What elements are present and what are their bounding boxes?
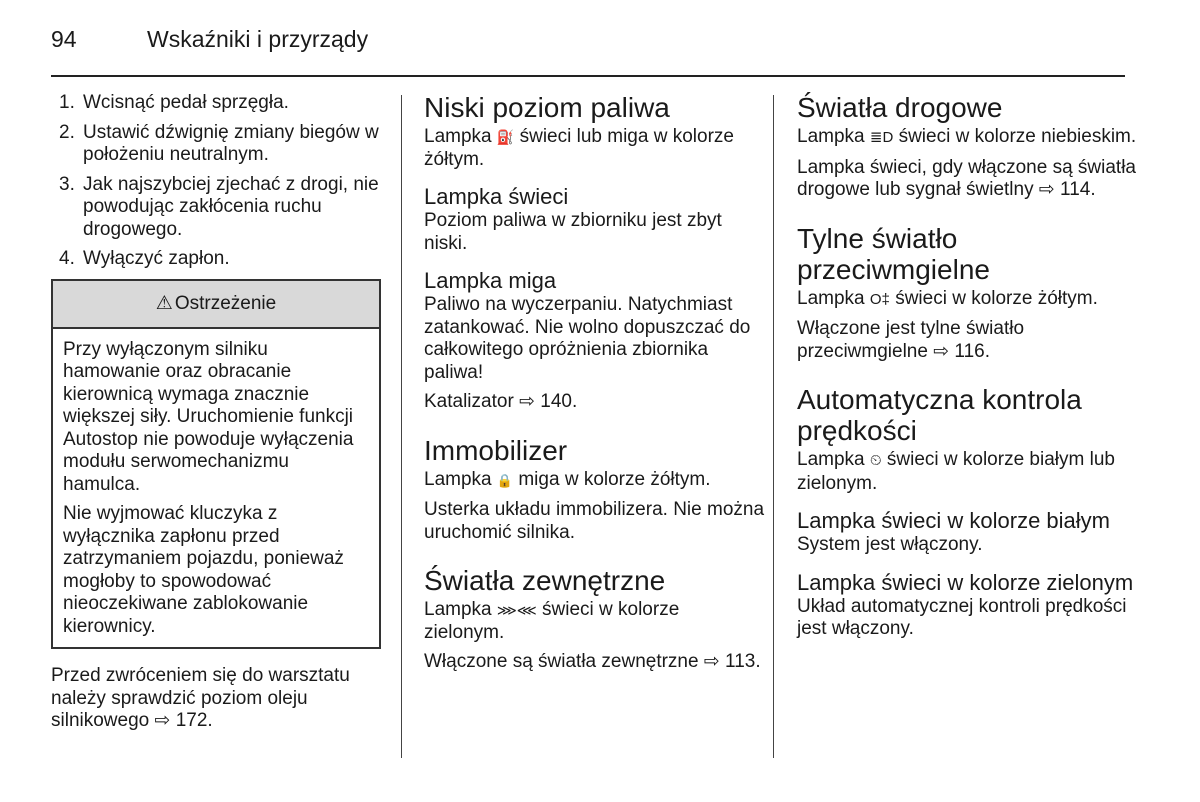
page-reference-link[interactable]: ⇨ 172. bbox=[154, 710, 213, 731]
white-text: System jest włączony. bbox=[797, 534, 983, 555]
page-reference-link[interactable]: ⇨ 116. bbox=[933, 340, 991, 362]
section-heading-fuel: Niski poziom paliwa bbox=[424, 92, 670, 123]
subheading-green: Lampka świeci w kolorze zielonym bbox=[797, 569, 1134, 595]
warning-box bbox=[51, 279, 381, 650]
high-beam-lamp-paragraph: Lampka ≣D świeci w kolorze niebieskim. bbox=[797, 126, 1137, 150]
warning-triangle-icon: ⚠ bbox=[155, 293, 173, 314]
oil-check-paragraph: Przed zwróceniem się do warsztatu należy sprawdzić poziom oleju silnikowego ⇨ 172. bbox=[51, 665, 350, 731]
exterior-text: Włączone są światła zewnętrzne ⇨ 113. bbox=[424, 651, 761, 672]
catalyst-paragraph: Katalizator ⇨ 140. bbox=[424, 391, 578, 412]
warning-paragraph: Przy wyłączonym silniku hamowanie oraz obracanie kierownicą wymaga znacznie większej siły. Uruchomienie funkcji Autostop nie powoduje wyłączenia modułu serwomechanizmu hamulca. bbox=[63, 338, 354, 495]
page-reference-link[interactable]: ⇨ 140. bbox=[519, 391, 578, 412]
exterior-lamp-paragraph: Lampka ⋙⋘ świeci w kolorze zielonym. bbox=[424, 599, 680, 643]
list-item: 1. Wcisnąć pedał sprzęgła. bbox=[59, 92, 289, 113]
section-heading-rear-fog: Tylne światło przeciwmgielne bbox=[797, 222, 990, 285]
header-rule bbox=[51, 75, 1125, 77]
immobilizer-text: Usterka układu immobilizera. Nie można uruchomić silnika. bbox=[424, 499, 765, 543]
warning-paragraph: Nie wyjmować kluczyka z wyłącznika zapłonu przed zatrzymaniem pojazdu, ponieważ mogłoby to spowodować nieoczekiwane zablokowanie kierownicy. bbox=[63, 503, 344, 637]
page-number: 94 bbox=[51, 26, 77, 52]
steps-list bbox=[51, 92, 381, 271]
lamp-on-text: Poziom paliwa w zbiorniku jest zbyt niski. bbox=[424, 210, 722, 254]
subheading-lamp-on: Lampka świeci bbox=[424, 184, 569, 209]
page-title: Wskaźniki i przyrządy bbox=[147, 26, 369, 52]
warning-title: Ostrzeżenie bbox=[174, 292, 277, 314]
exterior-lights-icon: ⋙⋘ bbox=[496, 602, 537, 618]
list-item: 2. Ustawić dźwignię zmiany biegów w położeniu neutralnym. bbox=[59, 121, 379, 165]
immobilizer-lock-icon: 🔒 bbox=[496, 472, 514, 488]
column-divider-left bbox=[401, 95, 402, 758]
fog-lamp-paragraph: Lampka O‡ świeci w kolorze żółtym. bbox=[797, 288, 1137, 312]
section-heading-cruise-control: Automatyczna kontrola prędkości bbox=[797, 384, 1082, 446]
column-divider-right bbox=[773, 95, 774, 758]
fog-text: Włączone jest tylne światło przeciwmgielne ⇨ 116. bbox=[797, 318, 1025, 362]
green-text: Układ automatycznej kontroli prędkości jest włączony. bbox=[797, 595, 1127, 639]
cruise-lamp-paragraph: Lampka ⏲ świeci w kolorze białym lub zielonym. bbox=[797, 449, 1115, 494]
warning-body bbox=[53, 329, 379, 648]
page-reference-link[interactable]: ⇨ 113. bbox=[703, 651, 761, 672]
section-heading-high-beam: Światła drogowe bbox=[797, 92, 1003, 123]
cruise-control-icon: ⏲ bbox=[869, 452, 882, 469]
fuel-pump-icon: ⛽ bbox=[496, 129, 515, 145]
section-heading-immobilizer: Immobilizer bbox=[424, 434, 568, 466]
section-heading-exterior-lights: Światła zewnętrzne bbox=[424, 565, 666, 596]
list-item: 4. Wyłączyć zapłon. bbox=[59, 248, 230, 269]
page-reference-link[interactable]: ⇨ 114. bbox=[1038, 179, 1096, 200]
list-item: 3. Jak najszybciej zjechać z drogi, nie powodując zakłócenia ruchu drogowego. bbox=[59, 173, 379, 240]
column-1 bbox=[51, 92, 381, 740]
column-3 bbox=[797, 92, 1137, 648]
high-beam-text: Lampka świeci, gdy włączone są światła drogowe lub sygnał świetlny ⇨ 114. bbox=[797, 156, 1136, 200]
fuel-lamp-paragraph: Lampka ⛽ świeci lub miga w kolorze żółtym. bbox=[424, 126, 734, 170]
subheading-white: Lampka świeci w kolorze białym bbox=[797, 508, 1110, 533]
rear-fog-light-icon: O‡ bbox=[869, 290, 890, 308]
lamp-flashing-text: Paliwo na wyczerpaniu. Natychmiast zatankować. Nie wolno dopuszczać do całkowitego opróżnienia zbiornika paliwa! bbox=[424, 294, 751, 383]
high-beam-icon: ≣D bbox=[869, 129, 894, 146]
subheading-lamp-flashing: Lampka miga bbox=[424, 268, 557, 293]
column-2 bbox=[424, 92, 764, 681]
immobilizer-lamp-paragraph: Lampka 🔒 miga w kolorze żółtym. bbox=[424, 469, 764, 493]
warning-header bbox=[53, 281, 379, 329]
